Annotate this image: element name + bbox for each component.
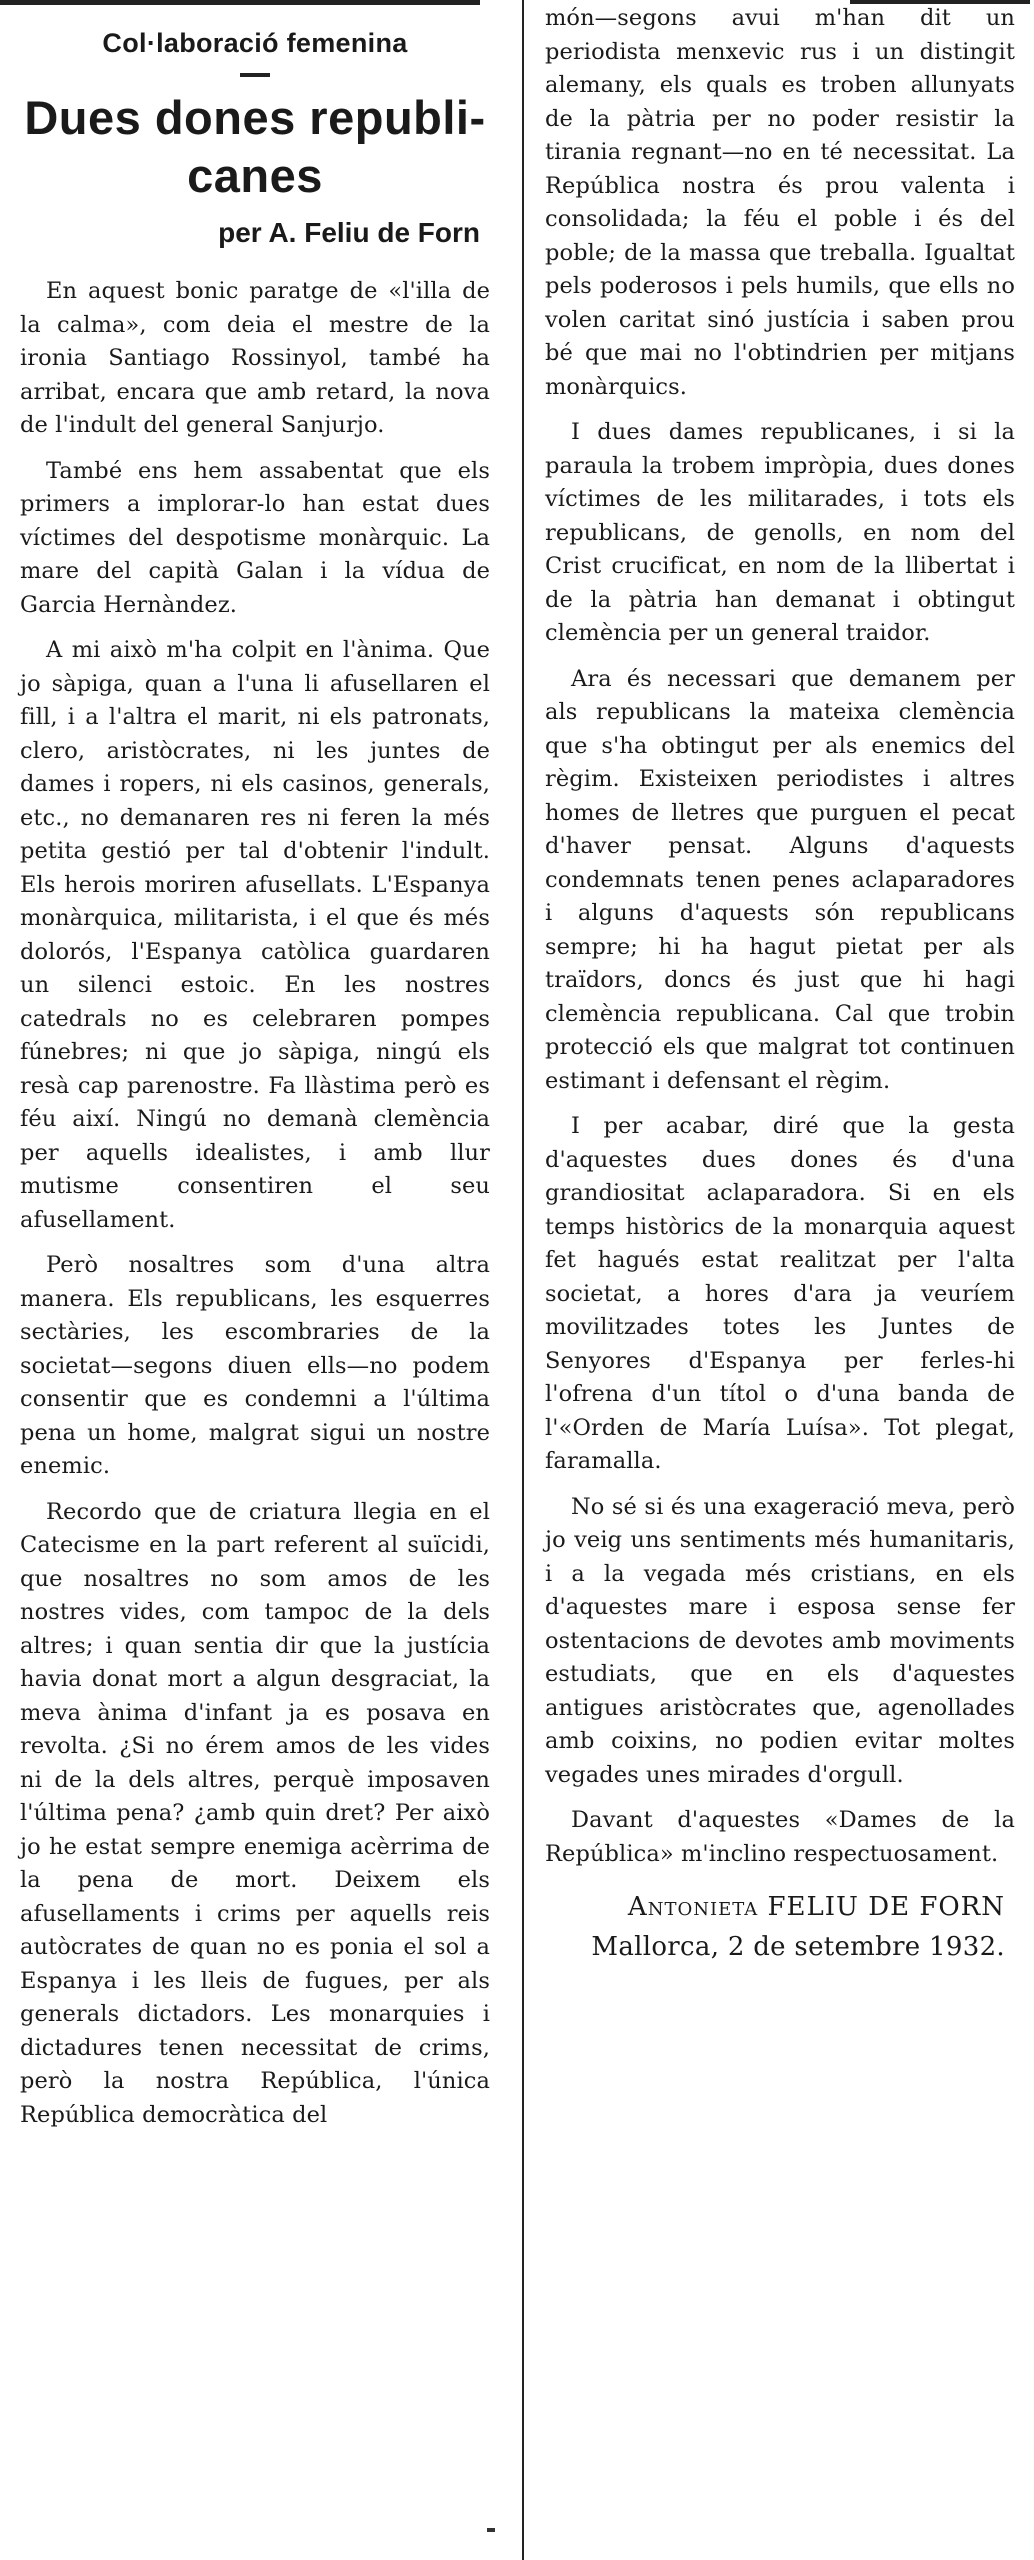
left-column	[20, 0, 490, 2144]
right-column	[545, 0, 1015, 1967]
article-byline: per A. Feliu de Forn	[218, 217, 480, 248]
paragraph: I per acabar, diré que la gesta d'aquestes dues dones és d'una grandiositat aclaparadora. Si en els temps històrics de la monarquia aquest fet hagués estat realitzat per l'alta societat, a hores d'ara ja veuríem movilitzades totes les Juntes de Senyores d'Espanya per ferles-hi l'ofrena d'un títol o d'una banda de l'«Orden de María Luísa». Tot plegat, faramalla.	[545, 1113, 1015, 1474]
signature-date: Mallorca, 2 de setembre 1932.	[591, 1932, 1005, 1962]
paragraph: Davant d'aquestes «Dames de la República» m'inclino respectuosament.	[545, 1807, 1015, 1867]
paragraph: I dues dames republicanes, i si la paraula la trobem impròpia, dues dones víctimes de les militarades, i tots els republicans, de genolls, en nom del Crist crucificat, en nom de la llibertat i de la pàtria han demanat i obtingut clemència per un general traidor.	[545, 419, 1015, 646]
kicker-rule	[240, 73, 270, 77]
paragraph: Però nosaltres som d'una altra manera. Els republicans, les esquerres sectàries, les escombraries de la societat—segons diuen ells—no podem consentir que es condemni a l'última pena un home, malgrat sigui un nostre enemic.	[20, 1252, 490, 1479]
signature-block	[545, 1887, 1015, 1967]
paragraph: En aquest bonic paratge de «l'illa de la calma», com deia el mestre de la ironia Santiago Rossinyol, també ha arribat, encara que amb retard, la nova de l'indult del general Sanjurjo.	[20, 278, 490, 438]
column-divider	[522, 0, 524, 2560]
paragraph: Recordo que de criatura llegia en el Catecisme en la part referent al suïcidi, que nosaltres no som amos de les nostres vides, com tampoc de la dels altres; i quan sentia dir que la justícia havia donat mort a algun desgraciat, la meva ànima d'infant ja es posava en revolta. ¿Si no érem amos de les vides ni de la dels altres, perquè imposaven l'última pena? ¿amb quin dret? Per això jo he estat sempre enemiga acèrrima de la pena de mort. Deixem els afusellaments i crims per aquells reis autòcrates de quan no es ponia el sol a Espanya i les lleis de fugues, per als generals dictadors. Les monarquies i dictadures tenen necessitat de crims, però la nostra República, l'única República democràtica del	[20, 1498, 490, 2128]
bottom-mark	[487, 2528, 495, 2532]
article-headline: Dues dones republi-canes	[24, 91, 486, 202]
paragraph-continuation: món—segons avui m'han dit un periodista menxevic rus i un distingit alemany, els quals es troben allunyats de la pàtria per no poder resistir la tirania regnant—no en té necessitat. La República nostra és prou valenta i consolidada; la féu el poble i és del poble; de la massa que treballa. Igualtat pels poderosos i pels humils, que ells no volen caritat sinó justícia i saben prou bé que mai no l'obtindrien per mitjans monàrquics.	[545, 5, 1015, 400]
paragraph: Ara és necessari que demanem per als republicans la mateixa clemència que s'ha obtingut per als enemics del règim. Existeixen periodistes i altres homes de lletres que purguen el pecat d'haver pensat. Alguns d'aquests condemnats tenen penes aclaparadores i alguns d'aquests són republicans sempre; hi ha hagut pietat per als traïdors, doncs és just que hi hagi clemència republicana. Cal que trobin protecció els que malgrat tot continuen estimant i defensant el règim.	[545, 665, 1015, 1094]
signature-name: Antonieta FELIU DE FORN	[627, 1892, 1005, 1922]
section-kicker: Col·laboració femenina	[102, 28, 408, 58]
paragraph: No sé si és una exageració meva, però jo veig uns sentiments més humanitaris, i a la vegada més cristians, en els d'aquestes mare i esposa sense fer ostentacions de devotes amb moviments estudiats, que en els d'aquestes antigues aristòcrates que, agenollades amb coixins, no podien evitar moltes vegades unes mirades d'orgull.	[545, 1493, 1015, 1788]
paragraph: També ens hem assabentat que els primers a implorar-lo han estat dues víctimes del despotisme monàrquic. La mare del capità Galan i la vídua de Garcia Hernàndez.	[20, 457, 490, 618]
paragraph: A mi això m'ha colpit en l'ànima. Que jo sàpiga, quan a l'una li afusellaren el fill, i a l'altra el marit, ni els patronats, clero, aristòcrates, ni les juntes de dames i ropers, ni els casinos, generals, etc., no demanaren res ni feren la més petita gestió per tal d'obtenir l'indult. Els herois moriren afusellats. L'Espanya monàrquica, militarista, i el que és més dolorós, l'Espanya catòlica guardaren un silenci estoic. En les nostres catedrals no es celebraren pompes fúnebres; ni que jo sàpiga, ningú els resà cap parenostre. Fa llàstima però es féu així. Ningú no demanà clemència per aquells idealistes, i amb llur mutisme consentiren el seu afusellament.	[20, 637, 490, 1233]
